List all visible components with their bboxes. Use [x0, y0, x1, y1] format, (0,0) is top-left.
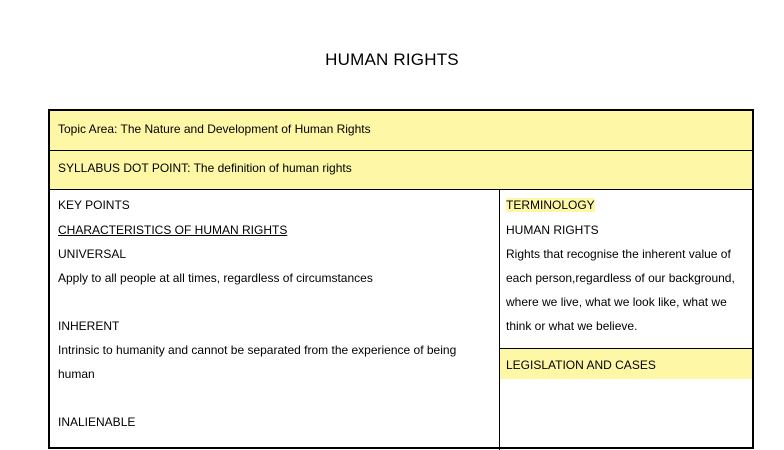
inherent-label: INHERENT	[58, 319, 120, 333]
definition-line: think or what we believe.	[506, 319, 638, 333]
terminology-heading: TERMINOLOGY	[506, 198, 595, 212]
universal-label: UNIVERSAL	[58, 247, 127, 261]
syllabus-row	[50, 151, 752, 190]
inalienable-label: INALIENABLE	[58, 415, 136, 429]
legislation-box	[500, 349, 752, 450]
topic-area-text: Topic Area: The Nature and Development of Human Rights	[58, 122, 371, 136]
key-points-column	[50, 190, 500, 450]
characteristics-subheading: CHARACTERISTICS OF HUMAN RIGHTS	[58, 223, 288, 237]
key-points-heading: KEY POINTS	[58, 198, 130, 212]
definition-line: Rights that recognise the inherent value of	[506, 247, 731, 261]
terminology-box	[500, 190, 752, 349]
summary-table	[48, 109, 754, 449]
inherent-text-line-1: Intrinsic to humanity and cannot be separated from the experience of being	[58, 343, 457, 357]
topic-area-row	[50, 111, 752, 151]
definition-line: each person,regardless of our background,	[506, 271, 735, 285]
inherent-text-line-2: human	[58, 367, 95, 381]
term-human-rights: HUMAN RIGHTS	[506, 223, 599, 237]
universal-text: Apply to all people at all times, regardless of circumstances	[58, 271, 373, 285]
page-title: HUMAN RIGHTS	[325, 50, 459, 69]
syllabus-text: SYLLABUS DOT POINT: The definition of human rights	[58, 161, 352, 175]
legislation-heading: LEGISLATION AND CASES	[506, 358, 656, 372]
definition-line: where we live, what we look like, what we	[506, 295, 727, 309]
right-column	[500, 190, 752, 450]
